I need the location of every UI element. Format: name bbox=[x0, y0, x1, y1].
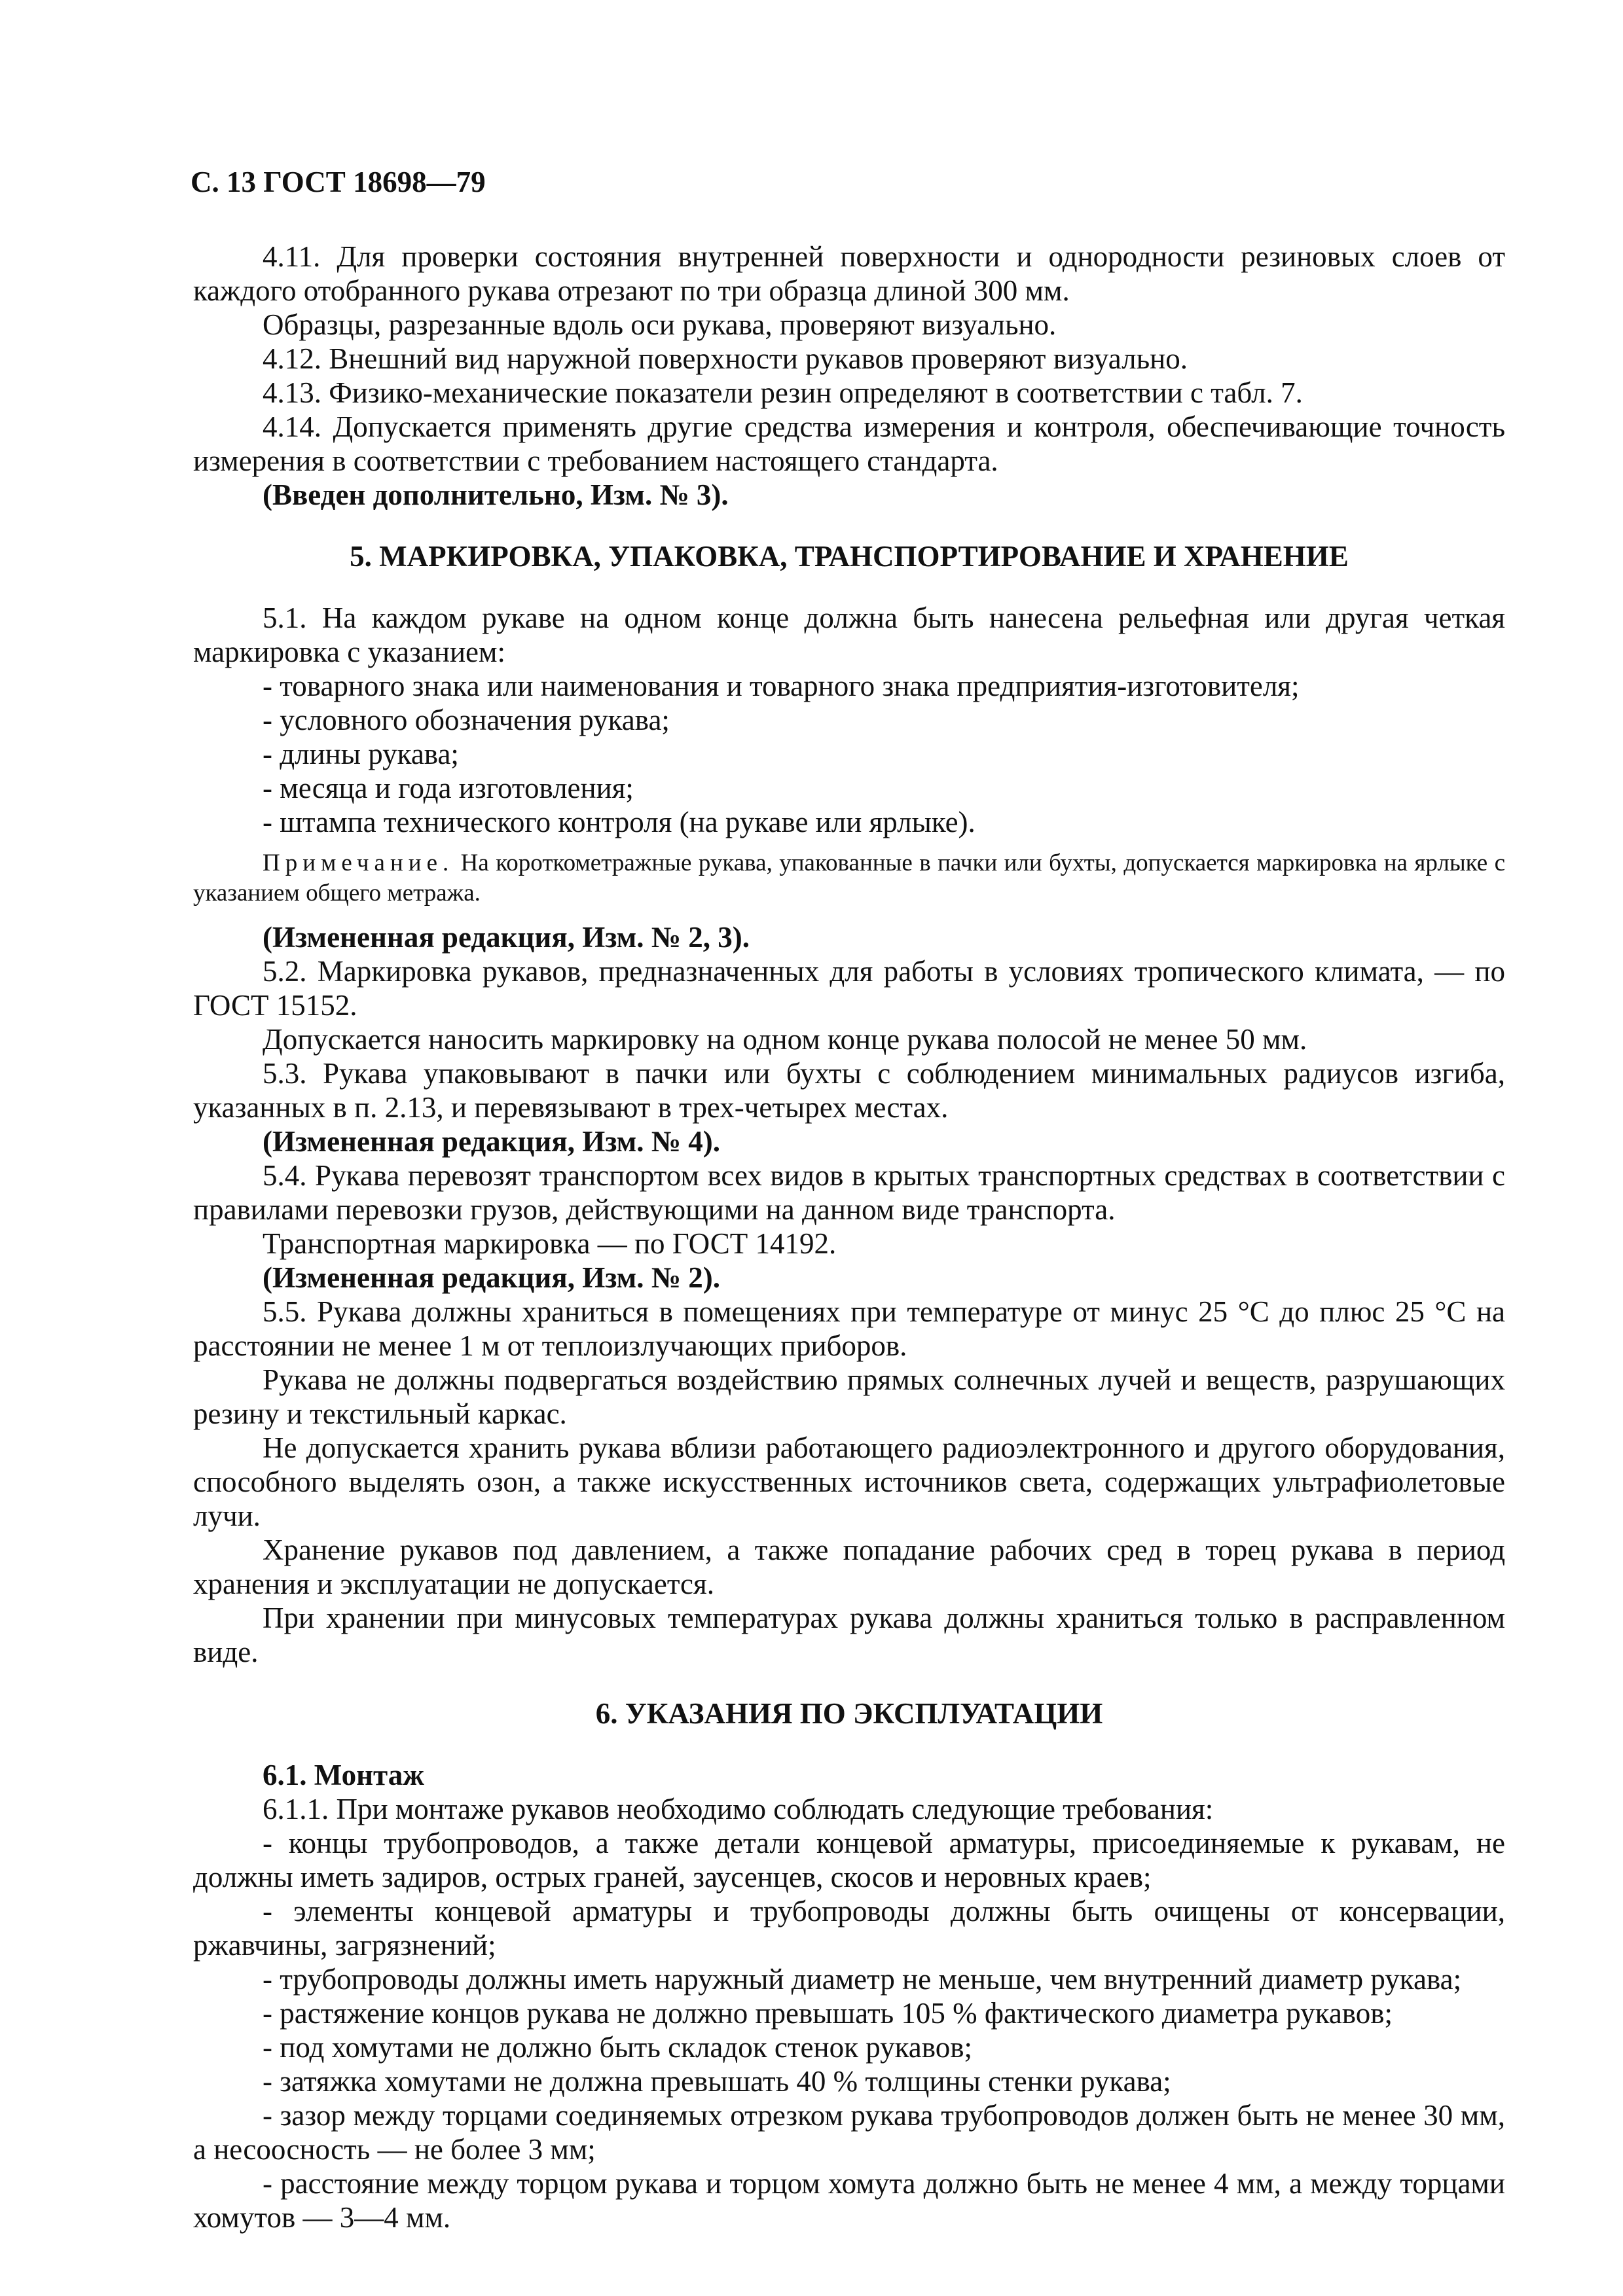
note-label: Примечание. bbox=[263, 850, 454, 876]
running-header: С. 13 ГОСТ 18698—79 bbox=[191, 166, 486, 198]
paragraph-5-4: 5.4. Рукава перевозят транспортом всех видов в крытых транспортных средствах в соответствии с правилами перевозки грузов, действующими на данном виде транспорта. bbox=[193, 1159, 1505, 1226]
section-5-heading: 5. МАРКИРОВКА, УПАКОВКА, ТРАНСПОРТИРОВАНИЕ И ХРАНЕНИЕ bbox=[350, 540, 1349, 573]
list-item: - товарного знака или наименования и товарного знака предприятия-изготовителя; bbox=[263, 670, 1300, 702]
paragraph-5-5-e: При хранении при минусовых температурах рукава должны храниться только в расправленном виде. bbox=[193, 1602, 1505, 1668]
list-item: - трубопроводы должны иметь наружный диаметр не меньше, чем внутренний диаметр рукава; bbox=[263, 1963, 1462, 1996]
list-item: - растяжение концов рукава не должно превышать 105 % фактического диаметра рукавов; bbox=[263, 1997, 1393, 2030]
list-item: - длины рукава; bbox=[263, 738, 459, 770]
list-item: - условного обозначения рукава; bbox=[263, 704, 670, 736]
list-item: - концы трубопроводов, а также детали концевой арматуры, присоединяемые к рукавам, не должны иметь задиров, острых граней, заусенцев, скосов и неровных краев; bbox=[193, 1827, 1505, 1893]
paragraph-4-12: 4.12. Внешний вид наружной поверхности рукавов проверяют визуально. bbox=[263, 342, 1188, 375]
paragraph-4-14: 4.14. Допускается применять другие средства измерения и контроля, обеспечивающие точность измерения в соответствии с требованием настоящего стандарта. bbox=[193, 410, 1505, 477]
amendment-note: (Измененная редакция, Изм. № 2, 3). bbox=[263, 921, 750, 954]
list-item: - под хомутами не должно быть складок стенок рукавов; bbox=[263, 2031, 972, 2064]
paragraph-5-5-d: Хранение рукавов под давлением, а также попадание рабочих сред в торец рукава в период хранения и эксплуатации не допускается. bbox=[193, 1534, 1505, 1600]
paragraph-5-3: 5.3. Рукава упаковывают в пачки или бухты с соблюдением минимальных радиусов изгиба, указанных в п. 2.13, и перевязывают в трех-четырех местах. bbox=[193, 1057, 1505, 1124]
list-item: - месяца и года изготовления; bbox=[263, 772, 634, 804]
note-paragraph bbox=[193, 848, 1505, 908]
paragraph-5-2: 5.2. Маркировка рукавов, предназначенных для работы в условиях тропического климата, — по ГОСТ 15152. bbox=[193, 955, 1505, 1022]
paragraph-6-1-1: 6.1.1. При монтаже рукавов необходимо соблюдать следующие требования: bbox=[263, 1793, 1214, 1825]
amendment-note: (Измененная редакция, Изм. № 2). bbox=[263, 1261, 721, 1294]
paragraph-5-2-b: Допускается наносить маркировку на одном конце рукава полосой не менее 50 мм. bbox=[263, 1023, 1307, 1056]
paragraph-4-13: 4.13. Физико-механические показатели резин определяют в соответствии с табл. 7. bbox=[263, 376, 1303, 409]
note-text: На короткометражные рукава, упакованные в пачки или бухты, допускается маркировка на ярлыке с указанием общего метража. bbox=[193, 850, 1505, 906]
list-item: - штампа технического контроля (на рукаве или ярлыке). bbox=[263, 806, 976, 838]
paragraph-4-11: 4.11. Для проверки состояния внутренней поверхности и однородности резиновых слоев от каждого отобранного рукава отрезают по три образца длиной 300 мм. bbox=[193, 240, 1505, 307]
amendment-note: (Введен дополнительно, Изм. № 3). bbox=[263, 478, 729, 511]
list-item: - расстояние между торцом рукава и торцом хомута должно быть не менее 4 мм, а между торцами хомутов — 3—4 мм. bbox=[193, 2167, 1505, 2234]
subsection-6-1-heading: 6.1. Монтаж bbox=[263, 1759, 424, 1791]
paragraph-4-11-b: Образцы, разрезанные вдоль оси рукава, проверяют визуально. bbox=[263, 308, 1057, 341]
paragraph-5-5-c: Не допускается хранить рукава вблизи работающего радиоэлектронного и другого оборудования, способного выделять озон, а также искусственных источников света, содержащих ультрафиолетовые лучи. bbox=[193, 1431, 1505, 1532]
paragraph-5-5: 5.5. Рукава должны храниться в помещениях при температуре от минус 25 °С до плюс 25 °С на расстоянии не менее 1 м от теплоизлучающих приборов. bbox=[193, 1295, 1505, 1362]
paragraph-5-1: 5.1. На каждом рукаве на одном конце должна быть нанесена рельефная или другая четкая маркировка с указанием: bbox=[193, 601, 1505, 668]
section-6-heading: 6. УКАЗАНИЯ ПО ЭКСПЛУАТАЦИИ bbox=[595, 1697, 1103, 1730]
paragraph-5-4-b: Транспортная маркировка — по ГОСТ 14192. bbox=[263, 1227, 837, 1260]
amendment-note: (Измененная редакция, Изм. № 4). bbox=[263, 1125, 721, 1158]
list-item: - элементы концевой арматуры и трубопроводы должны быть очищены от консервации, ржавчины, загрязнений; bbox=[193, 1895, 1505, 1962]
paragraph-5-5-b: Рукава не должны подвергаться воздействию прямых солнечных лучей и веществ, разрушающих резину и текстильный каркас. bbox=[193, 1363, 1505, 1430]
list-item: - затяжка хомутами не должна превышать 40 % толщины стенки рукава; bbox=[263, 2065, 1171, 2098]
list-item: - зазор между торцами соединяемых отрезком рукава трубопроводов должен быть не менее 30 мм, а несоосность — не более 3 мм; bbox=[193, 2099, 1505, 2166]
